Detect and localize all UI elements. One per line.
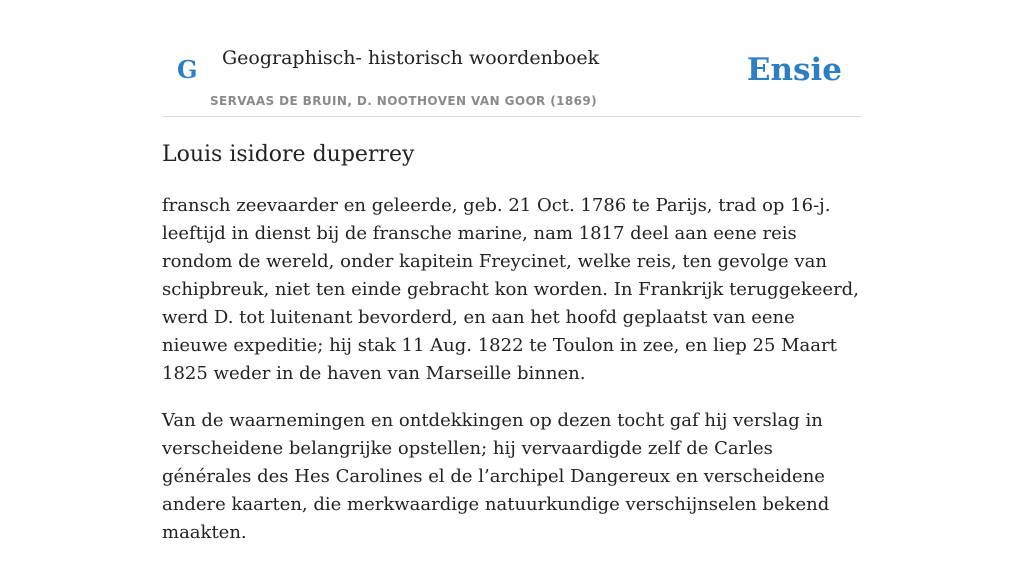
entry-body — [162, 192, 862, 566]
book-author: SERVAAS DE BRUIN, D. NOOTHOVEN VAN GOOR (1869) — [210, 94, 598, 108]
entry-paragraph: fransch zeevaarder en geleerde, geb. 21 Oct. 1786 te Parijs, trad op 16-j. leeftijd in dienst bij de fransche marine, nam 1817 deel aan eene reis rondom de wereld, onder kapitein Freycinet, welke reis, ten gevolge van schipbreuk, niet ten einde gebracht kon worden. In Frankrijk teruggekeerd, werd D. tot luitenant bevorderd, en aan het hoofd geplaatst van eene nieuwe expeditie; hij stak 11 Aug. 1822 te Toulon in zee, en liep 25 Maart 1825 weder in de haven van Marseille binnen. — [162, 195, 859, 384]
entry-title: Louis isidore duperrey — [162, 142, 415, 167]
entry-paragraph: Van de waarnemingen en ontdekkingen op dezen tocht gaf hij verslag in verscheidene belangrijke opstellen; hij vervaardigde zelf de Carles générales des Hes Carolines el de l’archipel Dangereux en verscheidene andere kaarten, die merkwaardige natuurkundige verschijnselen bekend maakten. — [162, 410, 830, 543]
book-title[interactable]: Geographisch- historisch woordenboek — [222, 47, 600, 69]
ensie-logo[interactable]: Ensie — [746, 52, 842, 88]
book-logo-icon[interactable]: G — [177, 55, 198, 84]
book-header — [162, 0, 862, 117]
